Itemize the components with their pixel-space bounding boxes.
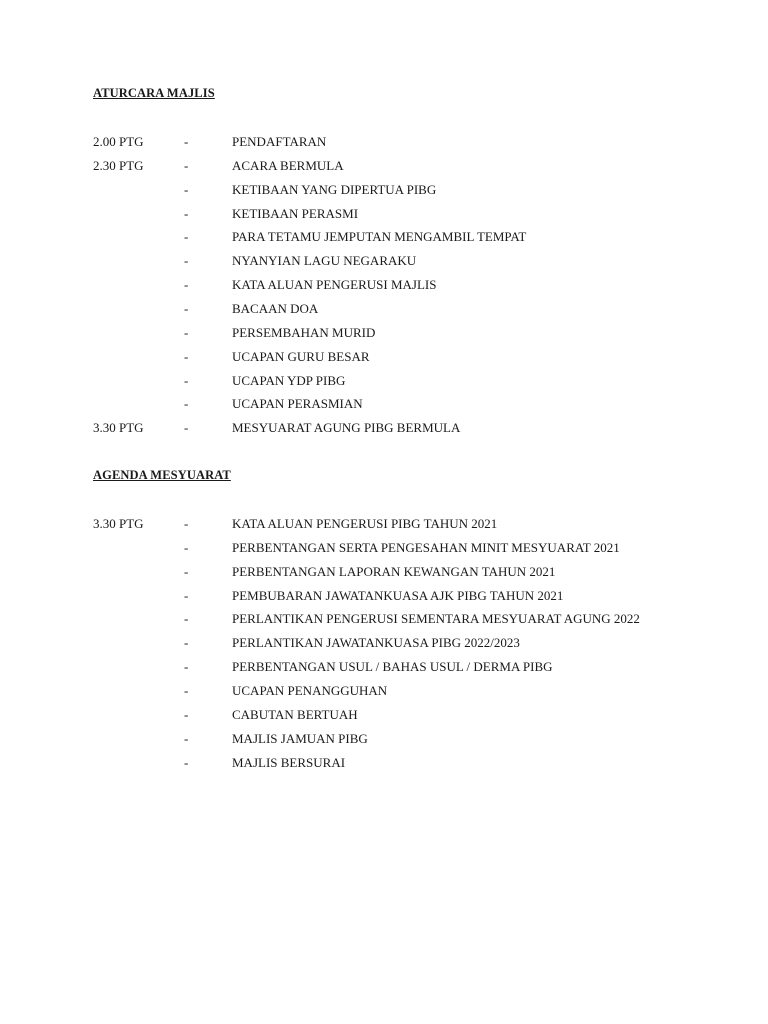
row-dash: - <box>184 754 189 770</box>
row-item: ACARA BERMULA <box>232 157 344 173</box>
row-dash: - <box>184 706 189 722</box>
schedule-row <box>0 586 768 606</box>
row-dash: - <box>184 348 189 364</box>
row-dash: - <box>184 134 189 149</box>
schedule-row <box>0 681 768 701</box>
schedule-row <box>0 753 768 773</box>
schedule-row <box>0 227 768 247</box>
row-dash: - <box>184 682 189 698</box>
aturcara-title: ATURCARA MAJLIS <box>93 86 215 100</box>
row-dash: - <box>184 181 189 197</box>
schedule-row <box>0 538 768 558</box>
row-item: UCAPAN YDP PIBG <box>232 372 346 388</box>
row-item: PARA TETAMU JEMPUTAN MENGAMBIL TEMPAT <box>232 229 527 245</box>
row-dash: - <box>184 611 189 627</box>
schedule-row <box>0 275 768 295</box>
schedule-row <box>0 156 768 176</box>
row-item: KATA ALUAN PENGERUSI MAJLIS <box>232 277 437 293</box>
row-item: PENDAFTARAN <box>232 134 327 149</box>
row-item: MAJLIS JAMUAN PIBG <box>232 730 368 746</box>
row-item: NYANYIAN LAGU NEGARAKU <box>232 253 417 269</box>
row-item: KETIBAAN PERASMI <box>232 205 359 221</box>
row-item: PEMBUBARAN JAWATANKUASA AJK PIBG TAHUN 2021 <box>232 587 564 603</box>
row-dash: - <box>184 539 189 555</box>
row-dash: - <box>184 300 189 316</box>
row-dash: - <box>184 372 189 388</box>
row-item: KETIBAAN YANG DIPERTUA PIBG <box>232 181 437 197</box>
row-dash: - <box>184 277 189 293</box>
schedule-row <box>0 132 768 152</box>
row-time: 3.30 PTG <box>93 420 144 436</box>
schedule-row <box>0 371 768 391</box>
row-dash: - <box>184 659 189 675</box>
schedule-row <box>0 394 768 414</box>
schedule-row <box>0 657 768 677</box>
row-item: PERLANTIKAN PENGERUSI SEMENTARA MESYUARAT AGUNG 2022 <box>232 611 640 627</box>
agenda-title: AGENDA MESYUARAT <box>93 468 231 482</box>
schedule-row <box>0 609 768 629</box>
row-item: MESYUARAT AGUNG PIBG BERMULA <box>232 420 461 436</box>
row-dash: - <box>184 563 189 579</box>
schedule-row <box>0 705 768 725</box>
row-dash: - <box>184 635 189 651</box>
row-item: KATA ALUAN PENGERUSI PIBG TAHUN 2021 <box>232 516 498 531</box>
row-time: 2.00 PTG <box>93 134 144 149</box>
row-item: MAJLIS BERSURAI <box>232 754 346 770</box>
row-dash: - <box>184 587 189 603</box>
schedule-row <box>0 729 768 749</box>
row-item: PERBENTANGAN LAPORAN KEWANGAN TAHUN 2021 <box>232 563 556 579</box>
schedule-row <box>0 180 768 200</box>
schedule-row <box>0 562 768 582</box>
row-dash: - <box>184 730 189 746</box>
row-item: PERBENTANGAN SERTA PENGESAHAN MINIT MESYUARAT 2021 <box>232 539 620 555</box>
row-item: UCAPAN GURU BESAR <box>232 348 370 364</box>
schedule-row <box>0 418 768 438</box>
row-item: PERLANTIKAN JAWATANKUASA PIBG 2022/2023 <box>232 635 520 651</box>
row-item: PERSEMBAHAN MURID <box>232 324 376 340</box>
schedule-row <box>0 347 768 367</box>
schedule-row <box>0 633 768 653</box>
row-time: 3.30 PTG <box>93 516 144 531</box>
row-item: UCAPAN PERASMIAN <box>232 396 363 412</box>
schedule-row <box>0 251 768 271</box>
schedule-row <box>0 204 768 224</box>
row-item: BACAAN DOA <box>232 300 319 316</box>
row-item: PERBENTANGAN USUL / BAHAS USUL / DERMA PIBG <box>232 659 553 675</box>
row-item: UCAPAN PENANGGUHAN <box>232 682 388 698</box>
row-dash: - <box>184 324 189 340</box>
row-dash: - <box>184 229 189 245</box>
row-dash: - <box>184 396 189 412</box>
schedule-row <box>0 514 768 534</box>
row-time: 2.30 PTG <box>93 157 144 173</box>
row-dash: - <box>184 253 189 269</box>
row-dash: - <box>184 420 189 436</box>
row-dash: - <box>184 516 189 531</box>
row-item: CABUTAN BERTUAH <box>232 706 358 722</box>
row-dash: - <box>184 205 189 221</box>
schedule-row <box>0 299 768 319</box>
schedule-row <box>0 323 768 343</box>
row-dash: - <box>184 157 189 173</box>
